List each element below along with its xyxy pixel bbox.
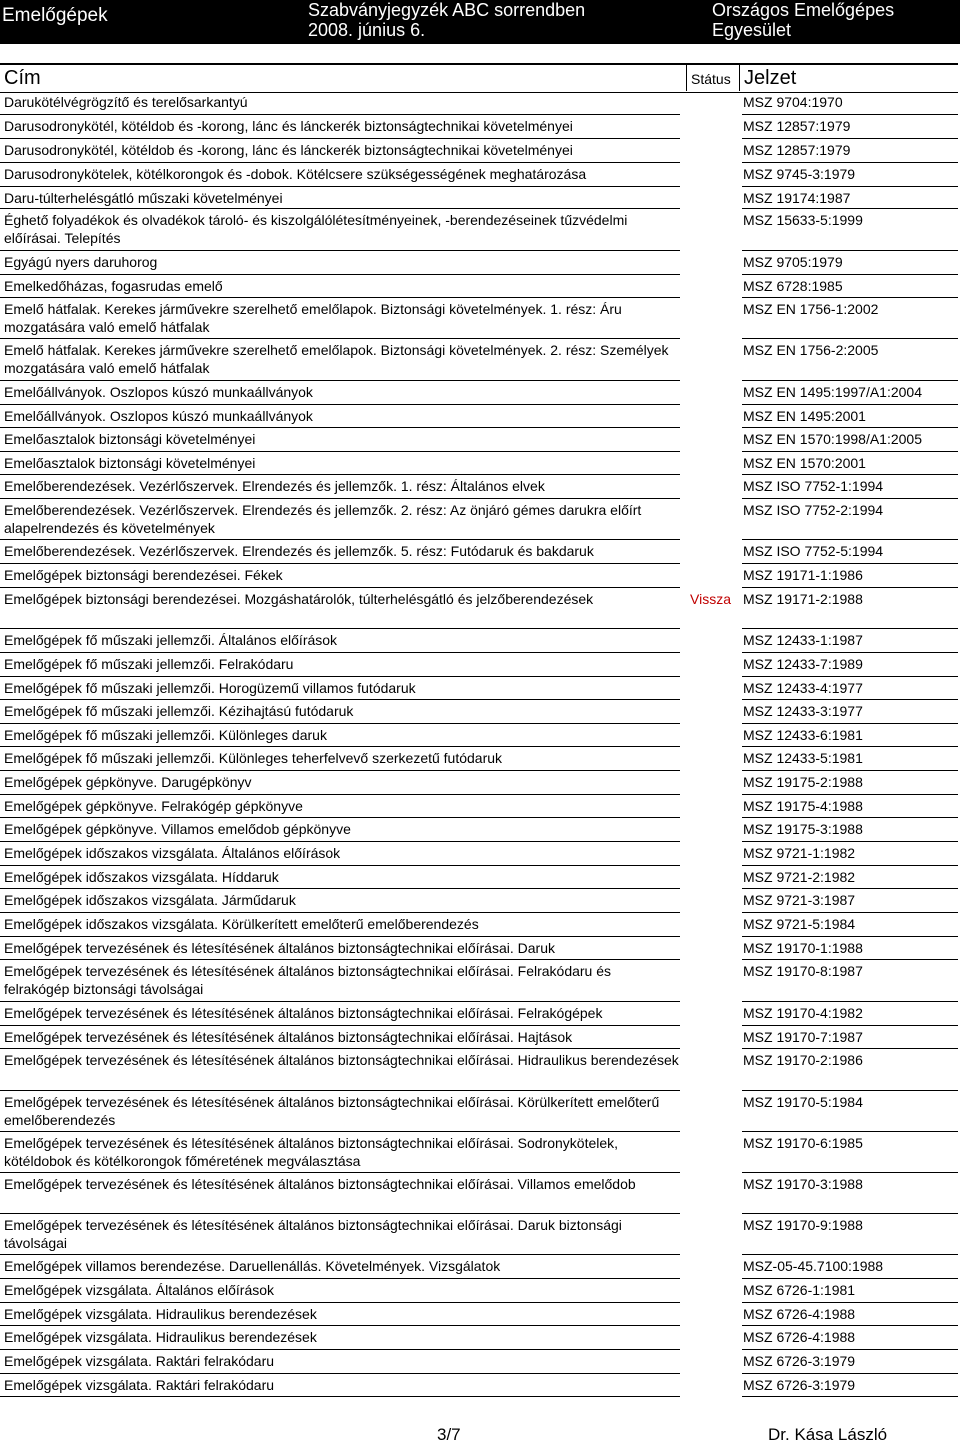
row-divider <box>0 138 680 139</box>
row-divider <box>0 817 680 818</box>
row-divider <box>0 628 680 629</box>
row-title: Emelőgépek vizsgálata. Raktári felrakódaru <box>4 1377 275 1393</box>
row-code: MSZ 6728:1985 <box>743 278 843 294</box>
table-row <box>0 501 958 542</box>
row-divider <box>742 841 958 842</box>
row-divider <box>0 1349 680 1350</box>
row-divider <box>742 912 958 913</box>
row-code: MSZ 9721-5:1984 <box>743 916 856 932</box>
table-row <box>0 566 958 590</box>
row-divider <box>742 959 958 960</box>
row-divider <box>0 1302 680 1303</box>
row-divider <box>742 1213 958 1214</box>
row-code: MSZ ISO 7752-1:1994 <box>743 478 884 494</box>
row-code: MSZ 12433-5:1981 <box>743 750 863 766</box>
column-divider <box>739 63 740 91</box>
table-row <box>0 211 958 253</box>
column-header-title: Cím <box>4 67 41 89</box>
table-row <box>0 679 958 702</box>
row-code: MSZ 19171-1:1986 <box>743 567 863 583</box>
table-row <box>0 93 958 117</box>
row-title: Emelőgépek fő műszaki jellemzői. Különleges teherfelvevő szerkezetű futódaruk <box>4 750 503 766</box>
row-divider <box>742 274 958 275</box>
row-title: Emelőgépek tervezésének és létesítésének általános biztonságtechnikai előírásai. Sodronykötelek, kötéldobok és kötélkorongok főméretének megválasztása <box>4 1135 619 1169</box>
row-code: MSZ EN 1495:1997/A1:2004 <box>743 384 923 400</box>
row-code: MSZ 9721-2:1982 <box>743 869 856 885</box>
row-title: Daru-túlterhelésgátló műszaki követelményei <box>4 190 283 206</box>
row-divider <box>0 563 680 564</box>
row-title: Emelőgépek tervezésének és létesítésének általános biztonságtechnikai előírásai. Felrakódaru és felrakógép biztonsági távolságai <box>4 963 612 997</box>
row-divider <box>0 959 680 960</box>
row-divider <box>0 498 680 499</box>
row-divider <box>742 1278 958 1279</box>
row-title: Emelőgépek vizsgálata. Hidraulikus berendezések <box>4 1306 317 1322</box>
row-code: MSZ 19175-3:1988 <box>743 821 863 837</box>
row-divider <box>742 539 958 540</box>
row-code: MSZ EN 1495:2001 <box>743 408 866 424</box>
row-title: Éghető folyadékok és olvadékok tároló- és kiszolgálólétesítményeinek, -berendezéseinek tűzvédelmi előírásai. Telepítés <box>4 212 628 246</box>
table-row <box>0 797 958 820</box>
row-code: MSZ 19170-6:1985 <box>743 1135 863 1151</box>
header-list-title-line1: Szabványjegyzék ABC sorrendben <box>308 0 586 20</box>
table-row <box>0 542 958 566</box>
row-divider <box>0 723 680 724</box>
row-divider <box>742 1090 958 1091</box>
row-divider <box>0 1025 680 1026</box>
row-divider <box>0 1048 680 1049</box>
row-code: MSZ 12433-1:1987 <box>743 632 863 648</box>
row-code: MSZ 19174:1987 <box>743 190 851 206</box>
row-divider <box>0 338 680 339</box>
row-divider <box>742 746 958 747</box>
header-list-title <box>308 0 585 40</box>
row-divider <box>742 498 958 499</box>
table-row <box>0 962 958 1004</box>
row-divider <box>0 1131 680 1132</box>
row-divider <box>742 699 958 700</box>
table-row <box>0 141 958 165</box>
row-divider <box>0 380 680 381</box>
row-divider <box>742 770 958 771</box>
table-row <box>0 300 958 341</box>
row-divider <box>0 404 680 405</box>
row-divider <box>742 1396 958 1397</box>
row-divider <box>742 652 958 653</box>
row-divider <box>0 474 680 475</box>
row-title: Emelőberendezések. Vezérlőszervek. Elrendezés és jellemzők. 5. rész: Futódaruk és bakdaruk <box>4 543 594 559</box>
table-row <box>0 1134 958 1175</box>
table-row <box>0 1376 958 1399</box>
table-row <box>0 844 958 868</box>
row-divider <box>0 865 680 866</box>
row-divider <box>0 162 680 163</box>
row-divider <box>0 1090 680 1091</box>
row-title: Emelőállványok. Oszlopos kúszó munkaállványok <box>4 408 313 424</box>
table-row <box>0 1028 958 1051</box>
table-row <box>0 655 958 679</box>
row-code: MSZ 19171-2:1988 <box>743 591 863 607</box>
row-divider <box>0 427 680 428</box>
row-divider <box>742 1349 958 1350</box>
header-organization <box>712 0 894 40</box>
row-code: MSZ 12433-7:1989 <box>743 656 863 672</box>
column-header-row <box>0 63 958 93</box>
row-divider <box>0 699 680 700</box>
row-divider <box>0 274 680 275</box>
row-divider <box>0 770 680 771</box>
row-divider <box>742 587 958 588</box>
row-divider <box>742 1302 958 1303</box>
row-divider <box>742 427 958 428</box>
table-row <box>0 1328 958 1352</box>
row-code: MSZ 19170-3:1988 <box>743 1176 863 1192</box>
row-code: MSZ 9704:1970 <box>743 94 843 110</box>
row-code: MSZ 6726-3:1979 <box>743 1377 856 1393</box>
row-divider <box>0 250 680 251</box>
row-code: MSZ ISO 7752-5:1994 <box>743 543 884 559</box>
row-title: Emelőasztalok biztonsági követelményei <box>4 455 256 471</box>
row-divider <box>742 888 958 889</box>
table-row <box>0 1281 958 1305</box>
row-divider <box>0 1278 680 1279</box>
table-row <box>0 1216 958 1257</box>
row-divider <box>742 628 958 629</box>
table-row <box>0 749 958 773</box>
row-divider <box>742 338 958 339</box>
row-code: MSZ 19170-7:1987 <box>743 1029 863 1045</box>
row-title: Emelőgépek vizsgálata. Raktári felrakódaru <box>4 1353 275 1369</box>
row-title: Emelőgépek fő műszaki jellemzői. Felrakódaru <box>4 656 294 672</box>
table-row <box>0 477 958 501</box>
row-divider <box>742 676 958 677</box>
row-divider <box>742 1254 958 1255</box>
row-title: Emelőgépek tervezésének és létesítésének általános biztonságtechnikai előírásai. Felrakógépek <box>4 1005 603 1021</box>
row-code: MSZ 19175-4:1988 <box>743 798 863 814</box>
row-code: MSZ 19170-2:1986 <box>743 1052 863 1068</box>
table-row <box>0 117 958 141</box>
row-code: MSZ 12433-4:1977 <box>743 680 863 696</box>
row-divider <box>742 1048 958 1049</box>
row-code: MSZ 12857:1979 <box>743 118 851 134</box>
table-row <box>0 1352 958 1376</box>
row-title: Emelőgépek tervezésének és létesítésének általános biztonságtechnikai előírásai. Hajtások <box>4 1029 573 1045</box>
row-title: Emelőgépek gépkönyve. Felrakógép gépkönyve <box>4 798 303 814</box>
row-title: Emelőgépek tervezésének és létesítésének általános biztonságtechnikai előírásai. Daruk biztonsági távolságai <box>4 1217 622 1251</box>
table-row <box>0 383 958 407</box>
row-divider <box>0 1213 680 1214</box>
row-divider <box>742 1172 958 1173</box>
row-divider <box>742 563 958 564</box>
row-code: MSZ 19170-4:1982 <box>743 1005 863 1021</box>
row-title: Emelkedőházas, fogasrudas emelő <box>4 278 223 294</box>
column-header-status: Státus <box>691 71 731 87</box>
row-divider <box>742 1373 958 1374</box>
row-divider <box>742 1131 958 1132</box>
table-row <box>0 1093 958 1134</box>
table-row <box>0 253 958 277</box>
row-status[interactable]: Vissza <box>690 591 731 607</box>
row-code: MSZ 9721-1:1982 <box>743 845 856 861</box>
table-row <box>0 1305 958 1328</box>
table-row <box>0 702 958 726</box>
row-title: Emelőgépek időszakos vizsgálata. Járműdaruk <box>4 892 296 908</box>
row-divider <box>742 1325 958 1326</box>
row-code: MSZ EN 1756-1:2002 <box>743 301 879 317</box>
row-title: Emelőállványok. Oszlopos kúszó munkaállványok <box>4 384 313 400</box>
row-divider <box>742 138 958 139</box>
table-row <box>0 939 958 962</box>
row-code: MSZ 12857:1979 <box>743 142 851 158</box>
row-code: MSZ 19170-9:1988 <box>743 1217 863 1233</box>
row-divider <box>0 587 680 588</box>
row-divider <box>0 1373 680 1374</box>
row-divider <box>742 162 958 163</box>
row-title: Emelőgépek tervezésének és létesítésének általános biztonságtechnikai előírásai. Körülkerített emelőterű emelőberendezés <box>4 1094 660 1128</box>
row-title: Emelőgépek fő műszaki jellemzői. Általános előírások <box>4 632 338 648</box>
row-divider <box>0 746 680 747</box>
header-date: 2008. június 6. <box>308 20 426 40</box>
row-code: MSZ 6726-4:1988 <box>743 1306 856 1322</box>
row-title: Emelőgépek tervezésének és létesítésének általános biztonságtechnikai előírásai. Daruk <box>4 940 555 956</box>
table-row <box>0 631 958 655</box>
row-title: Emelőgépek biztonsági berendezései. Mozgáshatárolók, túlterhelésgátló és jelzőberendezések <box>4 591 594 607</box>
table-row <box>0 915 958 939</box>
row-divider <box>0 1254 680 1255</box>
row-divider <box>742 451 958 452</box>
row-title: Darusodronykötél, kötéldob és -korong, lánc és lánckerék biztonságtechnikai követelményei <box>4 142 573 158</box>
row-code: MSZ EN 1570:1998/A1:2005 <box>743 431 923 447</box>
table-row <box>0 341 958 383</box>
row-divider <box>0 208 680 209</box>
row-code: MSZ 6726-3:1979 <box>743 1353 856 1369</box>
row-divider <box>742 936 958 937</box>
column-header-code: Jelzet <box>744 67 797 89</box>
row-title: Emelő hátfalak. Kerekes járművekre szerelhető emelőlapok. Biztonsági követelmények. 1. rész: Áru mozgatására való emelő hátfalak <box>4 301 622 335</box>
row-divider <box>0 451 680 452</box>
row-divider <box>742 1001 958 1002</box>
row-divider <box>0 1396 680 1397</box>
row-divider <box>0 1001 680 1002</box>
row-title: Emelőgépek tervezésének és létesítésének általános biztonságtechnikai előírásai. Hidraulikus berendezések <box>4 1052 679 1068</box>
row-title: Emelőgépek időszakos vizsgálata. Híddaruk <box>4 869 279 885</box>
table-row <box>0 430 958 454</box>
row-title: Darusodronykötél, kötéldob és -korong, lánc és lánckerék biztonságtechnikai követelményei <box>4 118 573 134</box>
row-title: Emelőgépek fő műszaki jellemzői. Különleges daruk <box>4 727 327 743</box>
row-code: MSZ 6726-4:1988 <box>743 1329 856 1345</box>
row-title: Darukötélvégrögzítő és terelősarkantyú <box>4 94 248 110</box>
row-title: Egyágú nyers daruhorog <box>4 254 158 270</box>
row-divider <box>0 114 680 115</box>
row-divider <box>742 250 958 251</box>
row-code: MSZ 19170-1:1988 <box>743 940 863 956</box>
row-title: Emelőgépek vizsgálata. Hidraulikus berendezések <box>4 1329 317 1345</box>
table-row <box>0 820 958 844</box>
table-row <box>0 454 958 477</box>
footer-author: Dr. Kása László <box>768 1425 888 1444</box>
row-title: Emelő hátfalak. Kerekes járművekre szerelhető emelőlapok. Biztonsági követelmények. 2. rész: Személyek mozgatására való emelő hátfalak <box>4 342 669 376</box>
row-title: Emelőgépek vizsgálata. Általános előírások <box>4 1282 275 1298</box>
table-row <box>0 165 958 189</box>
row-code: MSZ 9705:1979 <box>743 254 843 270</box>
row-divider <box>0 676 680 677</box>
row-divider <box>0 652 680 653</box>
page-footer <box>0 1421 960 1444</box>
row-code: MSZ 15633-5:1999 <box>743 212 863 228</box>
row-divider <box>742 380 958 381</box>
row-divider <box>742 865 958 866</box>
row-divider <box>0 912 680 913</box>
header-organization-line1: Országos Emelőgépes <box>712 0 895 20</box>
row-divider <box>0 186 680 187</box>
table-row <box>0 1004 958 1028</box>
table-row <box>0 1051 958 1093</box>
row-divider <box>742 474 958 475</box>
row-divider <box>742 817 958 818</box>
column-divider <box>686 63 687 91</box>
table-row <box>0 868 958 891</box>
row-code: MSZ ISO 7752-2:1994 <box>743 502 884 518</box>
row-code: MSZ 9745-3:1979 <box>743 166 856 182</box>
page-header <box>0 0 960 44</box>
row-title: Emelőgépek fő műszaki jellemzői. Horogüzemű villamos futódaruk <box>4 680 416 696</box>
row-divider <box>742 297 958 298</box>
table-row <box>0 407 958 430</box>
row-title: Emelőberendezések. Vezérlőszervek. Elrendezés és jellemzők. 1. rész: Általános elvek <box>4 478 545 494</box>
table-row <box>0 1175 958 1216</box>
row-divider <box>742 208 958 209</box>
row-title: Emelőasztalok biztonsági követelményei <box>4 431 256 447</box>
row-title: Darusodronykötelek, kötélkorongok és -dobok. Kötélcsere szükségességének meghatározása <box>4 166 587 182</box>
row-divider <box>0 888 680 889</box>
row-code: MSZ-05-45.7100:1988 <box>743 1258 884 1274</box>
table-row <box>0 277 958 300</box>
row-divider <box>0 1325 680 1326</box>
header-organization-line2: Egyesület <box>712 20 792 40</box>
row-title: Emelőgépek tervezésének és létesítésének általános biztonságtechnikai előírásai. Villamos emelődob <box>4 1176 636 1192</box>
row-title: Emelőgépek időszakos vizsgálata. Körülkerített emelőterű emelőberendezés <box>4 916 479 932</box>
row-code: MSZ EN 1570:2001 <box>743 455 866 471</box>
table-row <box>0 1257 958 1281</box>
row-divider <box>0 297 680 298</box>
row-title: Emelőgépek fő műszaki jellemzői. Kézihajtású futódaruk <box>4 703 354 719</box>
row-title: Emelőgépek biztonsági berendezései. Fékek <box>4 567 283 583</box>
row-divider <box>742 186 958 187</box>
row-divider <box>0 1172 680 1173</box>
row-title: Emelőberendezések. Vezérlőszervek. Elrendezés és jellemzők. 2. rész: Az önjáró gémes darukra előírt alapelrendezés és követelmények <box>4 502 642 536</box>
row-divider <box>0 539 680 540</box>
row-title: Emelőgépek gépkönyve. Villamos emelődob gépkönyve <box>4 821 351 837</box>
table-row <box>0 891 958 915</box>
row-code: MSZ EN 1756-2:2005 <box>743 342 879 358</box>
table-row <box>0 590 958 631</box>
table-row <box>0 726 958 749</box>
row-title: Emelőgépek gépkönyve. Darugépkönyv <box>4 774 252 790</box>
row-code: MSZ 6726-1:1981 <box>743 1282 856 1298</box>
page-number: 3/7 <box>437 1425 461 1444</box>
row-divider <box>0 841 680 842</box>
row-divider <box>742 723 958 724</box>
table-row <box>0 773 958 797</box>
row-divider <box>742 1025 958 1026</box>
row-code: MSZ 12433-3:1977 <box>743 703 863 719</box>
row-code: MSZ 19170-5:1984 <box>743 1094 863 1110</box>
row-divider <box>0 794 680 795</box>
table-row <box>0 189 958 211</box>
row-title: Emelőgépek villamos berendezése. Daruellenállás. Követelmények. Vizsgálatok <box>4 1258 501 1274</box>
row-code: MSZ 19170-8:1987 <box>743 963 863 979</box>
row-divider <box>742 794 958 795</box>
row-divider <box>0 936 680 937</box>
row-code: MSZ 9721-3:1987 <box>743 892 856 908</box>
row-code: MSZ 12433-6:1981 <box>743 727 863 743</box>
row-code: MSZ 19175-2:1988 <box>743 774 863 790</box>
row-divider <box>742 404 958 405</box>
row-title: Emelőgépek időszakos vizsgálata. Általános előírások <box>4 845 341 861</box>
row-divider <box>742 114 958 115</box>
header-category: Emelőgépek <box>2 5 108 26</box>
